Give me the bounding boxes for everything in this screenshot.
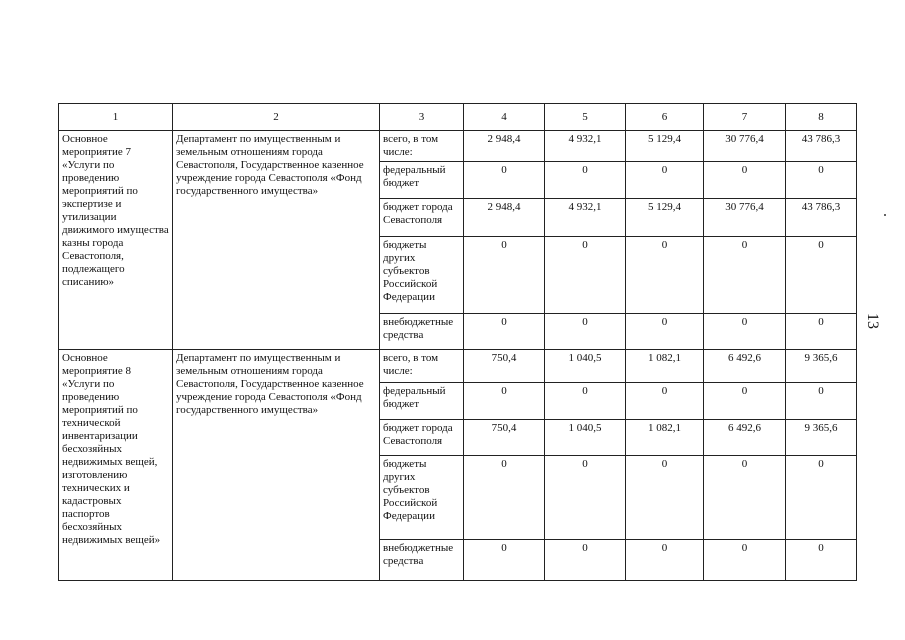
value-cell: 9 365,6 bbox=[786, 350, 857, 383]
value-cell: 750,4 bbox=[464, 420, 545, 456]
source-cell: бюджет города Севастополя bbox=[380, 420, 464, 456]
value-cell: 0 bbox=[786, 162, 857, 199]
value-cell: 0 bbox=[464, 237, 545, 314]
value-cell: 1 082,1 bbox=[626, 350, 704, 383]
header-cell-col-5: 5 bbox=[545, 104, 626, 131]
executor-cell: Департамент по имущественным и земельным отношениям города Севастополя, Государственное казенное учреждение города Севастополя «Фонд государственного имущества» bbox=[173, 131, 380, 350]
value-cell: 5 129,4 bbox=[626, 199, 704, 237]
value-cell: 0 bbox=[626, 383, 704, 420]
header-cell-col-8: 8 bbox=[786, 104, 857, 131]
value-cell: 6 492,6 bbox=[704, 350, 786, 383]
value-cell: 0 bbox=[704, 314, 786, 350]
table-row bbox=[59, 350, 857, 383]
value-cell: 0 bbox=[704, 162, 786, 199]
value-cell: 0 bbox=[545, 162, 626, 199]
value-cell: 30 776,4 bbox=[704, 199, 786, 237]
value-cell: 0 bbox=[704, 383, 786, 420]
value-cell: 0 bbox=[464, 540, 545, 581]
source-cell: всего, в том числе: bbox=[380, 350, 464, 383]
value-cell: 5 129,4 bbox=[626, 131, 704, 162]
header-cell-col-6: 6 bbox=[626, 104, 704, 131]
page-number: 13 bbox=[864, 313, 881, 329]
header-cell-col-4: 4 bbox=[464, 104, 545, 131]
source-cell: федеральный бюджет bbox=[380, 383, 464, 420]
value-cell: 0 bbox=[626, 314, 704, 350]
measure-cell: Основное мероприятие 7 «Услуги по проведению мероприятий по экспертизе и утилизации движимого имущества казны города Севастополя, подлежащего списанию» bbox=[59, 131, 173, 350]
value-cell: 0 bbox=[786, 314, 857, 350]
value-cell: 750,4 bbox=[464, 350, 545, 383]
source-cell: федеральный бюджет bbox=[380, 162, 464, 199]
source-cell: бюджет города Севастополя bbox=[380, 199, 464, 237]
value-cell: 0 bbox=[626, 162, 704, 199]
source-cell: бюджеты других субъектов Российской Федерации bbox=[380, 237, 464, 314]
source-cell: внебюджетные средства bbox=[380, 540, 464, 581]
value-cell: 0 bbox=[704, 237, 786, 314]
value-cell: 0 bbox=[704, 540, 786, 581]
value-cell: 4 932,1 bbox=[545, 199, 626, 237]
value-cell: 0 bbox=[464, 383, 545, 420]
value-cell: 0 bbox=[545, 383, 626, 420]
value-cell: 2 948,4 bbox=[464, 199, 545, 237]
value-cell: 0 bbox=[786, 383, 857, 420]
value-cell: 0 bbox=[464, 314, 545, 350]
value-cell: 43 786,3 bbox=[786, 199, 857, 237]
value-cell: 0 bbox=[464, 162, 545, 199]
table-row bbox=[59, 131, 857, 162]
header-cell-col-1: 1 bbox=[59, 104, 173, 131]
value-cell: 0 bbox=[545, 314, 626, 350]
value-cell: 4 932,1 bbox=[545, 131, 626, 162]
value-cell: 0 bbox=[704, 456, 786, 540]
value-cell: 0 bbox=[786, 540, 857, 581]
executor-cell: Департамент по имущественным и земельным отношениям города Севастополя, Государственное казенное учреждение города Севастополя «Фонд государственного имущества» bbox=[173, 350, 380, 581]
value-cell: 0 bbox=[545, 456, 626, 540]
value-cell: 0 bbox=[626, 540, 704, 581]
header-cell-col-3: 3 bbox=[380, 104, 464, 131]
source-cell: бюджеты других субъектов Российской Федерации bbox=[380, 456, 464, 540]
value-cell: 1 082,1 bbox=[626, 420, 704, 456]
value-cell: 0 bbox=[464, 456, 545, 540]
value-cell: 6 492,6 bbox=[704, 420, 786, 456]
value-cell: 9 365,6 bbox=[786, 420, 857, 456]
header-cell-col-2: 2 bbox=[173, 104, 380, 131]
value-cell: 1 040,5 bbox=[545, 350, 626, 383]
header-row bbox=[59, 104, 857, 131]
value-cell: 0 bbox=[786, 237, 857, 314]
source-cell: всего, в том числе: bbox=[380, 131, 464, 162]
value-cell: 30 776,4 bbox=[704, 131, 786, 162]
value-cell: 0 bbox=[626, 237, 704, 314]
value-cell: 0 bbox=[545, 237, 626, 314]
value-cell: 2 948,4 bbox=[464, 131, 545, 162]
value-cell: 0 bbox=[626, 456, 704, 540]
value-cell: 1 040,5 bbox=[545, 420, 626, 456]
budget-table bbox=[58, 103, 857, 581]
value-cell: 0 bbox=[786, 456, 857, 540]
value-cell: 43 786,3 bbox=[786, 131, 857, 162]
source-cell: внебюджетные средства bbox=[380, 314, 464, 350]
header-cell-col-7: 7 bbox=[704, 104, 786, 131]
scan-speck bbox=[884, 214, 886, 216]
value-cell: 0 bbox=[545, 540, 626, 581]
measure-cell: Основное мероприятие 8 «Услуги по проведению мероприятий по технической инвентаризации бесхозяйных недвижимых вещей, изготовлению технических и кадастровых паспортов бесхозяйных недвижимых вещей» bbox=[59, 350, 173, 581]
